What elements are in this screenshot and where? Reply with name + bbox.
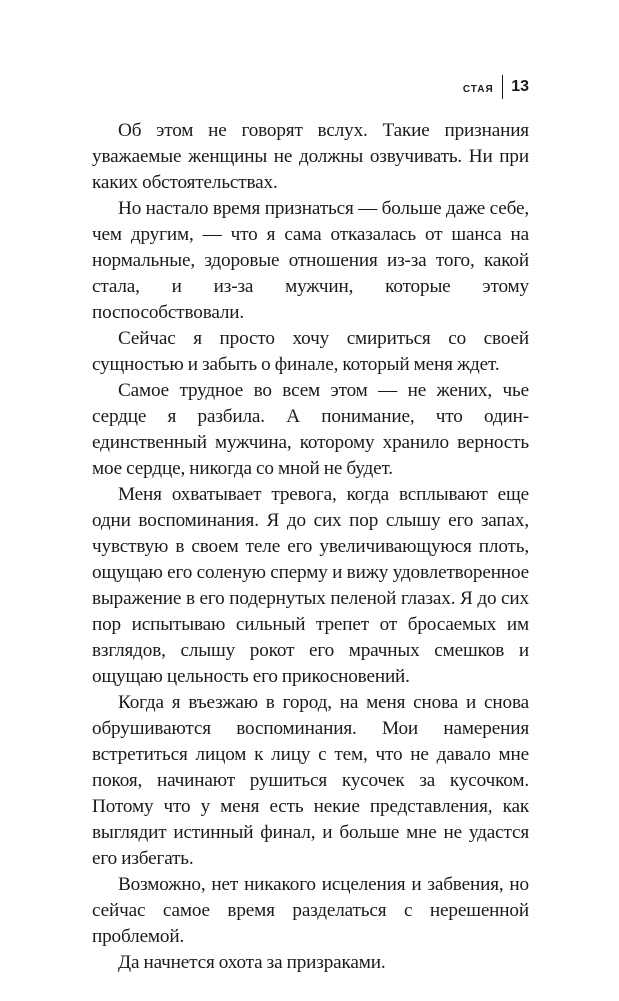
running-head xyxy=(463,74,529,100)
paragraph: Самое трудное во всем этом — не жених, чье сердце я разбила. А понимание, что один-единственный мужчина, которому хранило верность мое сердце, никогда со мной не будет. xyxy=(92,380,529,479)
paragraph: Но настало время признаться — больше даже себе, чем другим, — что я сама отказалась от шанса на нормальные, здоровые отношения из-за того, какой стала, и из-за мужчин, которые этому поспособствовали. xyxy=(92,198,529,323)
running-title: стая xyxy=(462,79,494,95)
paragraph: Сейчас я просто хочу смириться со своей сущностью и забыть о финале, который меня ждет. xyxy=(92,328,529,375)
paragraph: Об этом не говорят вслух. Такие признания уважаемые женщины не должны озвучивать. Ни при каких обстоятельствах. xyxy=(92,120,529,193)
paragraph: Меня охватывает тревога, когда всплывают еще одни воспоминания. Я до сих пор слышу его запах, чувствую в своем теле его увеличивающуюся плоть, ощущаю его соленую сперму и вижу удовлетворенное выражение в его подернутых пеленой глазах. Я до сих пор испытываю сильный трепет от бросаемых им взглядов, слышу рокот его мрачных смешков и ощущаю цельность его прикосновений. xyxy=(92,484,529,687)
paragraph: Возможно, нет никакого исцеления и забвения, но сейчас самое время разделаться с нерешенной проблемой. xyxy=(92,874,529,947)
paragraph: Да начнется охота за призраками. xyxy=(118,952,386,973)
paragraph: Когда я въезжаю в город, на меня снова и снова обрушиваются воспоминания. Мои намерения встретиться лицом к лицу с тем, что не давало мне покоя, начинают рушиться кусочек за кусочком. Потому что у меня есть некие представления, как выглядит истинный финал, и больше мне не удастся его избегать. xyxy=(92,692,529,869)
body-text xyxy=(92,118,529,976)
header-divider xyxy=(502,75,504,99)
page-number: 13 xyxy=(511,78,529,95)
